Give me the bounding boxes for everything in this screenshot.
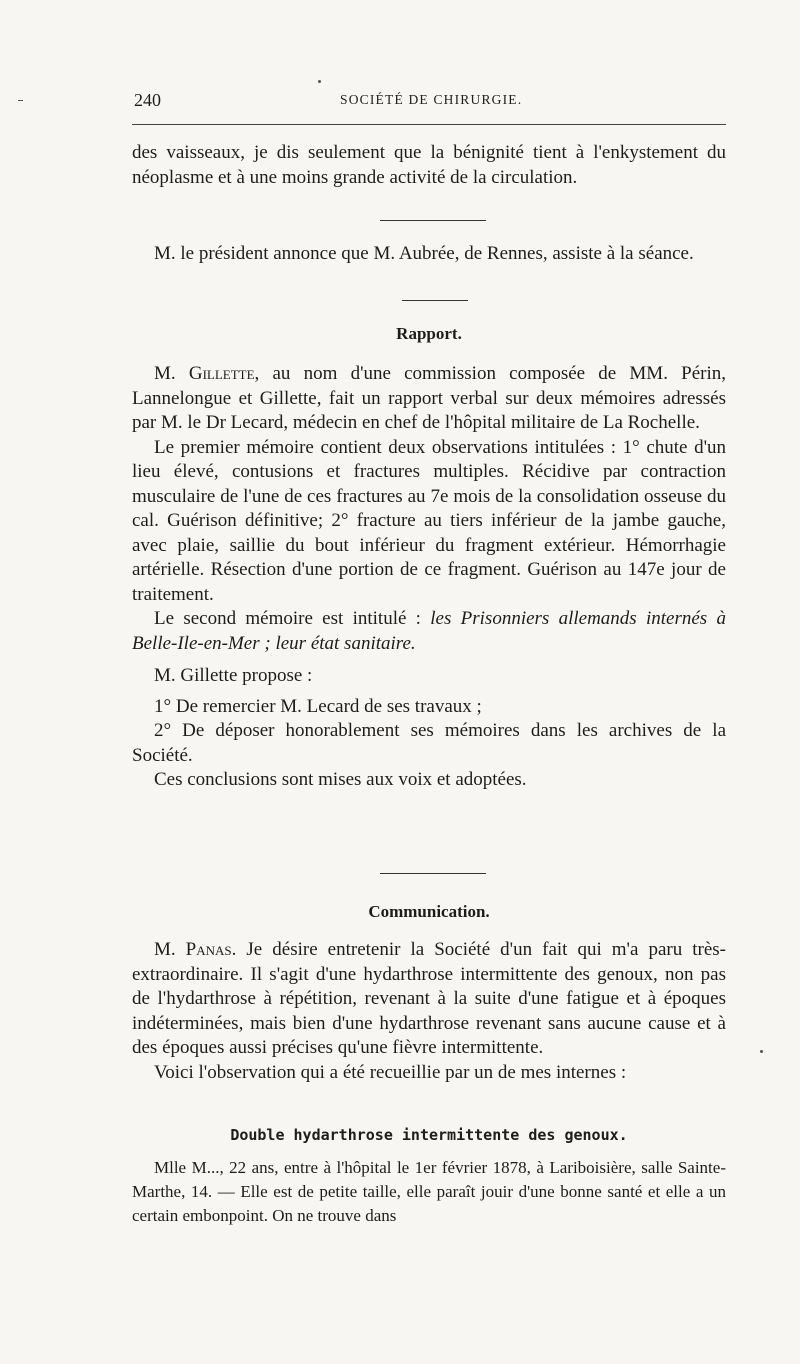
point-1: 1° De remercier M. Lecard de ses travaux ; bbox=[154, 695, 482, 717]
point-2: 2° De déposer honorablement ses mémoires dans les archives de la Société. bbox=[132, 720, 726, 766]
intro-text: des vaisseaux, je dis seulement que la bénignité tient à l'enkystement du néoplasme et à une moins grande activité de la circulation. bbox=[132, 142, 726, 188]
announcement-text: M. le président annonce que M. Aubrée, de Rennes, assiste à la séance. bbox=[154, 243, 694, 264]
conclusion: Ces conclusions sont mises aux voix et adoptées. bbox=[154, 769, 527, 790]
margin-mark bbox=[18, 100, 23, 101]
memoire-2: Le second mémoire est intitulé : les Prisonniers allemands internés à Belle-Ile-en-Mer ; leur état sanitaire. bbox=[132, 608, 726, 654]
separator bbox=[380, 873, 486, 874]
announcement-paragraph bbox=[132, 242, 726, 267]
section-title-rapport: Rapport. bbox=[396, 324, 462, 343]
section-title-communication: Communication. bbox=[368, 902, 490, 921]
intro-paragraph bbox=[132, 141, 726, 190]
rapport-body bbox=[132, 362, 726, 793]
running-title: SOCIÉTÉ DE CHIRURGIE. bbox=[340, 92, 523, 107]
case-title: Double hydarthrose intermittente des genoux. bbox=[230, 1126, 628, 1144]
separator bbox=[402, 300, 468, 301]
memoire-1: Le premier mémoire contient deux observations intitulées : 1° chute d'un lieu élevé, contusions et fractures multiples. Récidive par contraction musculaire de l'une de ces fractures au 7e mois de la consolidation osseuse du cal. Guérison définitive; 2° fracture au tiers inférieur de la jambe gauche, avec plaie, saillie du bout inférieur du fragment extérieur. Hémorrhagie artérielle. Résection d'une portion de ce fragment. Guérison au 147e jour de traitement. bbox=[132, 436, 726, 605]
communication-text: M. Panas. Je désire entretenir la Société d'un fait qui m'a paru très-extraordinaire. Il s'agit d'une hydarthrose intermittente des genoux, non pas de l'hydarthrose à répétition, revenant à la suite d'une fatigue et à époques indéterminées, mais bien d'une hydarthrose revenant sans aucune cause et à des époques aussi précises qu'une fièvre intermittente. bbox=[132, 939, 726, 1058]
running-head bbox=[132, 88, 726, 112]
margin-mark bbox=[318, 80, 321, 83]
case-body bbox=[132, 1156, 726, 1228]
communication-body bbox=[132, 938, 726, 1085]
speaker-name: Panas bbox=[185, 939, 232, 960]
case-text: Mlle M..., 22 ans, entre à l'hôpital le 1er février 1878, à Lariboisière, salle Sainte-Marthe, 14. — Elle est de petite taille, elle paraît jouir d'une bonne santé et elle a un certain embonpoint. On ne trouve dans bbox=[132, 1158, 726, 1225]
header-rule bbox=[132, 124, 726, 125]
speaker-name: Gillette bbox=[188, 363, 255, 384]
voici-line: Voici l'observation qui a été recueillie par un de mes internes : bbox=[154, 1061, 627, 1083]
propose-line: M. Gillette propose : bbox=[154, 665, 313, 686]
rapport-intro: M. Gillette, au nom d'une commission composée de MM. Périn, Lannelongue et Gillette, fait un rapport verbal sur deux mémoires adressés par M. le Dr Lecard, médecin en chef de l'hôpital militaire de La Rochelle. bbox=[132, 363, 726, 433]
separator bbox=[380, 220, 486, 221]
page-number: 240 bbox=[134, 90, 161, 110]
margin-mark bbox=[760, 1050, 763, 1053]
memoire-2-title: les Prisonniers allemands internés à Belle-Ile-en-Mer ; leur état sanitaire. bbox=[132, 608, 726, 654]
